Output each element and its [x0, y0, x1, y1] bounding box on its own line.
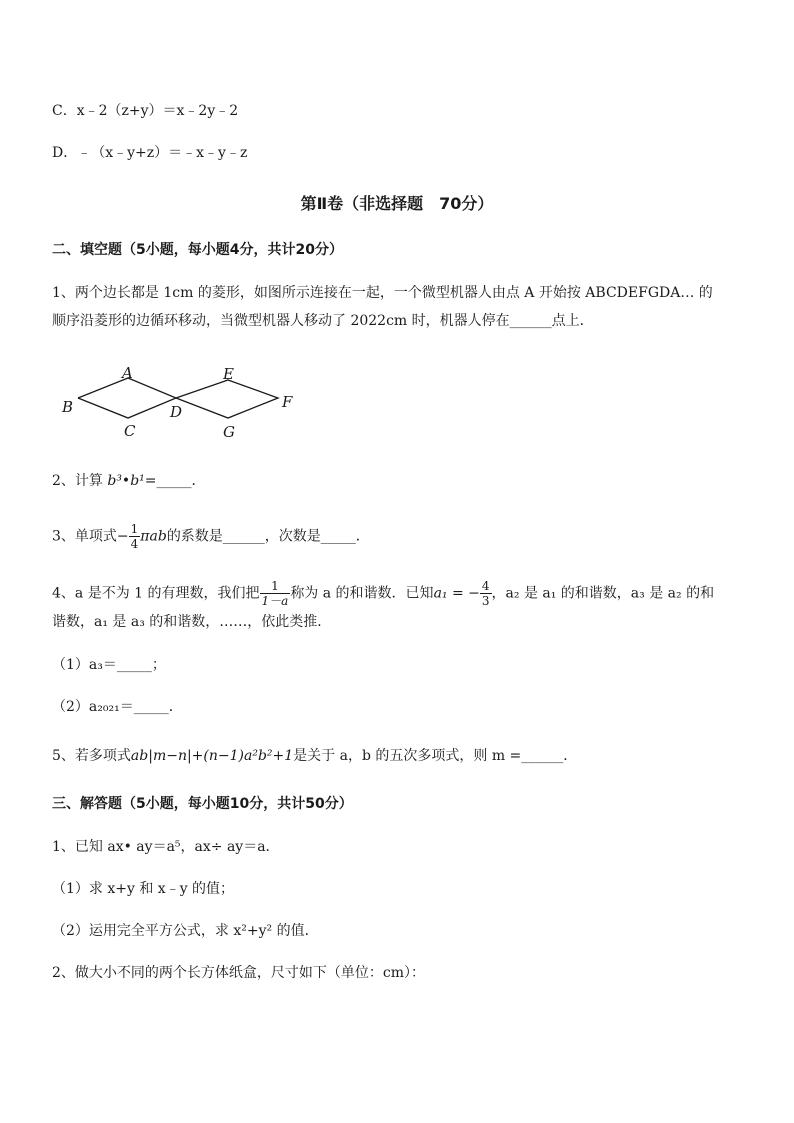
rhombus-left: [78, 378, 176, 418]
question-4-sub-1: （1）a₃＝_____；: [52, 657, 166, 673]
answer-question-2: 2、做大小不同的两个长方体纸盒，尺寸如下（单位：cm）：: [52, 965, 426, 981]
rhombus-right: [176, 380, 278, 418]
label-b: B: [62, 398, 74, 416]
question-5: [52, 746, 577, 766]
answer-question-1: 1、已知 ax• ay＝a⁵，ax÷ ay＝a．: [52, 839, 280, 855]
label-g: G: [223, 423, 235, 441]
answer-question-1-sub-1: （1）求 x+y 和 x﹣y 的值；: [52, 881, 235, 897]
minus-sign: −: [116, 528, 129, 545]
label-d: D: [170, 403, 183, 421]
question-2-expression: b³•b¹: [107, 473, 145, 489]
question-1-line-2: 顺序沿菱形的边循环移动，当微型机器人移动了 2022cm 时，机器人停在______点上．: [52, 313, 594, 329]
question-2-prefix: 2、计算: [52, 473, 108, 489]
fraction-four-thirds: [480, 579, 492, 608]
question-5-prefix: 5、若多项式: [52, 748, 131, 764]
label-f: F: [282, 393, 293, 411]
a1-expression: a₁ = −: [433, 585, 480, 602]
question-3-prefix: 3、单项式: [52, 528, 117, 545]
label-c: C: [124, 422, 136, 440]
question-1-line-1: 1、两个边长都是 1cm 的菱形，如图所示连接在一起，一个微型机器人由点 A 开始按 ABCDEFGDA… 的: [52, 285, 713, 301]
label-e: E: [223, 365, 234, 383]
question-3-suffix: 的系数是______，次数是_____．: [166, 528, 370, 545]
section-heading-fill-blank: 二、填空题（5小题，每小题4分，共计20分）: [52, 242, 343, 258]
fraction-denominator: 1－a: [261, 594, 289, 608]
fraction-numerator: 1: [260, 579, 291, 594]
fraction-harmonic: [260, 579, 291, 608]
option-d: D．﹣（x﹣y+z）＝﹣x﹣y﹣z: [52, 145, 248, 161]
question-4-text-c: ，a₂ 是 a₁ 的和谐数，a₃ 是 a₂ 的和: [491, 585, 715, 602]
question-4-sub-2: （2）a₂₀₂₁＝_____．: [52, 699, 183, 715]
question-4-text-b: 称为 a 的和谐数．已知: [290, 585, 434, 602]
part-title: 第Ⅱ卷（非选择题 70分）: [300, 194, 494, 213]
fraction-denominator: 3: [481, 594, 490, 608]
question-2-suffix: =_____．: [144, 473, 206, 489]
option-c: C．x﹣2（z+y）＝x﹣2y﹣2: [52, 103, 239, 119]
question-4-text-a: 4、a 是不为 1 的有理数，我们把: [52, 585, 260, 602]
question-5-suffix: 是关于 a，b 的五次多项式，则 m =______．: [293, 748, 578, 764]
section-heading-answer: 三、解答题（5小题，每小题10分，共计50分）: [52, 796, 353, 812]
label-a: A: [122, 364, 133, 382]
fraction-denominator: 4: [130, 537, 139, 551]
question-4-line-1: [52, 579, 714, 608]
question-2: [52, 471, 206, 491]
question-5-expression: ab|m−n|+(n−1)a²b²+1: [130, 748, 294, 764]
question-3-expression: πab: [140, 528, 167, 545]
question-4-line-2: 谐数，a₁ 是 a₃ 的和谐数，……，依此类推．: [52, 614, 332, 630]
question-3: [52, 522, 370, 551]
answer-question-1-sub-2: （2）运用完全平方公式，求 x²+y² 的值．: [52, 923, 319, 939]
fraction-numerator: 1: [130, 522, 139, 536]
fraction-numerator: 4: [481, 579, 490, 593]
fraction-one-quarter: [129, 522, 141, 551]
rhombus-figure: [52, 358, 302, 442]
